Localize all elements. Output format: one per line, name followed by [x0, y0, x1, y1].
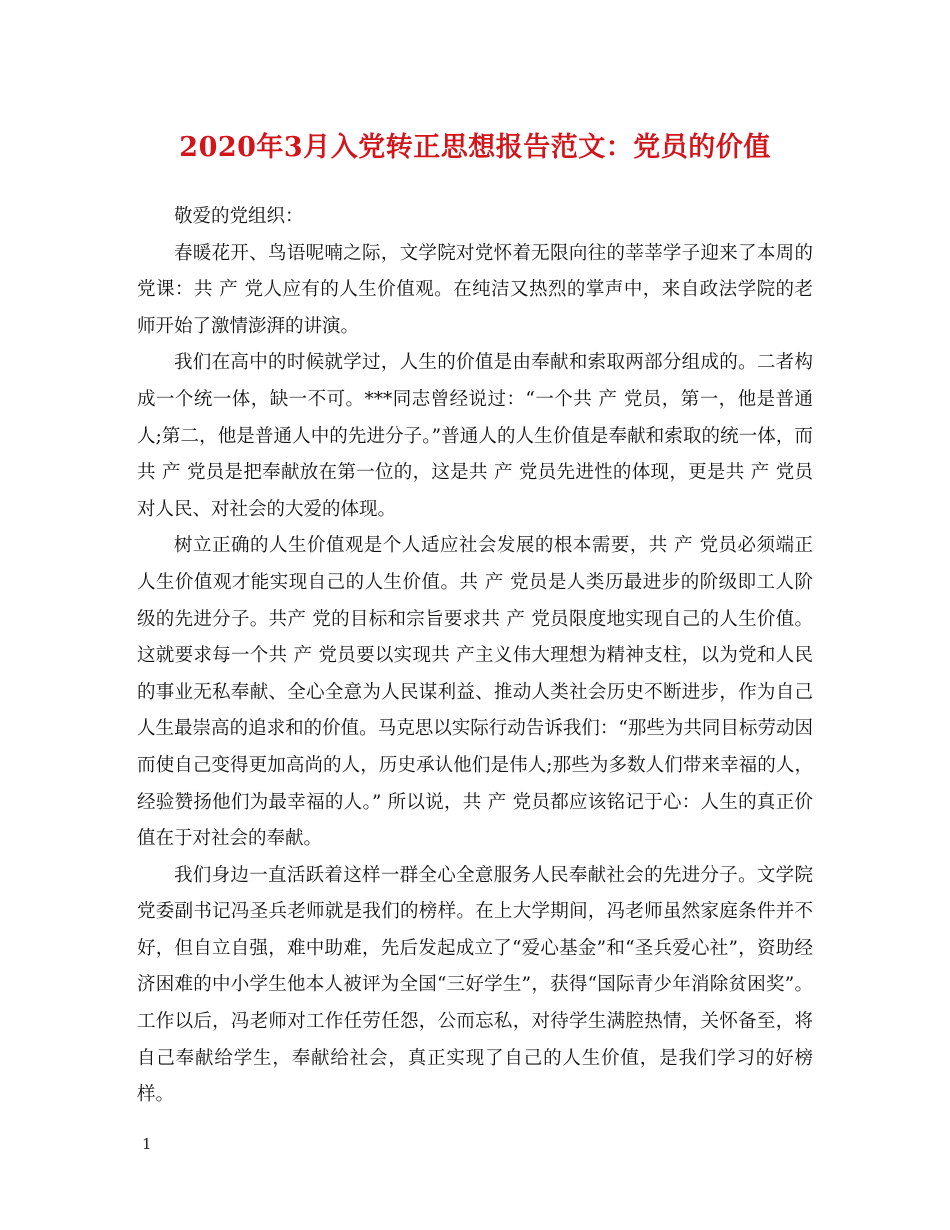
body-paragraph-1: 春暖花开、鸟语呢喃之际，文学院对党怀着无限向往的莘莘学子迎来了本周的党课：共 产 党人应有的人生价值观。在纯洁又热烈的掌声中，来自政法学院的老师开始了激情澎湃的讲演。: [137, 242, 813, 337]
document-title: 2020年3月入党转正思想报告范文：党员的价值: [179, 132, 771, 163]
body-paragraph-2: 我们在高中的时候就学过，人生的价值是由奉献和索取两部分组成的。二者构成一个统一体，缺一不可。***同志曾经说过：“一个共 产 党员，第一，他是普通人;第二，他是普通人中的先进分子。”普通人的人生价值是奉献和索取的统一体，而共 产 党员是把奉献放在第一位的，这是共 产 党员先进性的体现，更是共 产 党员对人民、对社会的大爱的体现。: [137, 352, 813, 520]
page-number: 1: [142, 1135, 152, 1153]
body-paragraph-4: 我们身边一直活跃着这样一群全心全意服务人民奉献社会的先进分子。文学院党委副书记冯圣兵老师就是我们的榜样。在上大学期间，冯老师虽然家庭条件并不好，但自立自强，难中助难，先后发起成立了“爱心基金”和“圣兵爱心社”，资助经济困难的中小学生他本人被评为全国“三好学生”，获得“国际青少年消除贫困奖”。工作以后，冯老师对工作任劳任怨，公而忘私，对待学生满腔热情，关怀备至，将自己奉献给学生，奉献给社会，真正实现了自己的人生价值，是我们学习的好榜样。: [137, 864, 813, 1106]
body-paragraph-3: 树立正确的人生价值观是个人适应社会发展的根本需要，共 产 党员必须端正人生价值观才能实现自己的人生价值。共 产 党员是人类历最进步的阶级即工人阶级的先进分子。共产 党的目标和宗旨要求共 产 党员限度地实现自己的人生价值。这就要求每一个共 产 党员要以实现共 产主义伟大理想为精神支柱，以为党和人民的事业无私奉献、全心全意为人民谋利益、推动人类社会历史不断进步，作为自己人生最崇高的追求和的价值。马克思以实际行动告诉我们：“那些为共同目标劳动因而使自己变得更加高尚的人，历史承认他们是伟人;那些为多数人们带来幸福的人，经验赞扬他们为最幸福的人。” 所以说，共 产 党员都应该铭记于心：人生的真正价值在于对社会的奉献。: [137, 535, 813, 850]
document-body: [137, 199, 813, 1114]
salutation-paragraph: 敬爱的党组织：: [174, 206, 304, 227]
